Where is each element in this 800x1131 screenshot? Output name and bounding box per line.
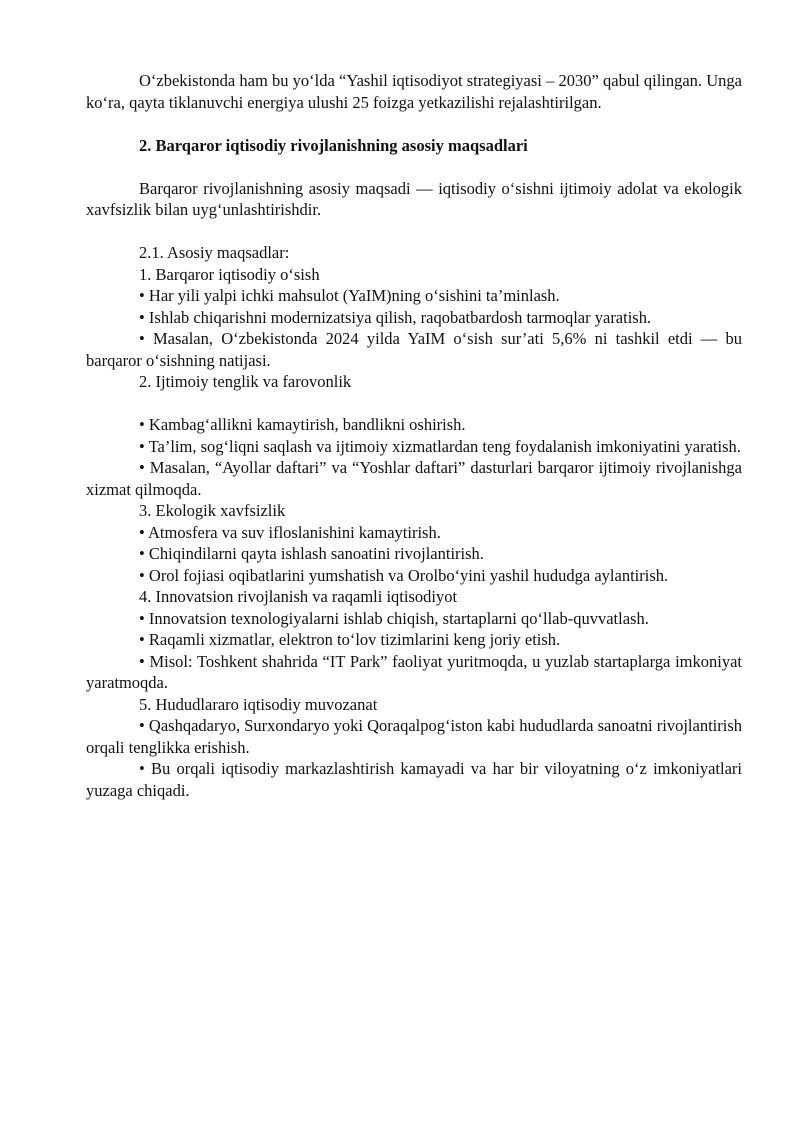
section-intro-paragraph: Barqaror rivojlanishning asosiy maqsadi — iqtisodiy o‘sishni ijtimoiy adolat va ekologik xavfsizlik bilan uyg‘unlashtirishdir. [86, 178, 742, 219]
goal-item: • Misol: Toshkent shahrida “IT Park” faoliyat yuritmoqda, u yuzlab startaplarga imkoniyat yaratmoqda. [86, 651, 742, 692]
goal-item: • Chiqindilarni qayta ishlash sanoatini rivojlantirish. [139, 544, 484, 563]
goal-item: • Masalan, O‘zbekistonda 2024 yilda YaIM o‘sish sur’ati 5,6% ni tashkil etdi — bu barqaror o‘sishning natijasi. [86, 329, 742, 370]
goal-item: • Bu orqali iqtisodiy markazlashtirish kamayadi va har bir viloyatning o‘z imkoniyatlari yuzaga chiqadi. [86, 759, 742, 800]
goal-title: 3. Ekologik xavfsizlik [139, 501, 286, 520]
goal-item: • Qashqadaryo, Surxondaryo yoki Qoraqalpog‘iston kabi hududlarda sanoatni rivojlantirish orqali tenglikka erishish. [86, 716, 742, 757]
goal-title: 4. Innovatsion rivojlanish va raqamli iqtisodiyot [139, 587, 458, 606]
intro-paragraph: O‘zbekistonda ham bu yo‘lda “Yashil iqtisodiyot strategiyasi – 2030” qabul qilingan. Unga ko‘ra, qayta tiklanuvchi energiya ulushi 25 foizga yetkazilishi rejalashtirilgan. [86, 71, 742, 112]
goal-item: • Kambag‘allikni kamaytirish, bandlikni oshirish. [139, 415, 466, 434]
document-page [86, 70, 742, 801]
spacer [86, 156, 742, 178]
spacer [86, 113, 742, 135]
spacer [86, 221, 742, 243]
goal-title: 2. Ijtimoiy tenglik va farovonlik [139, 372, 352, 391]
goal-item: • Har yili yalpi ichki mahsulot (YaIM)ning o‘sishini ta’minlash. [139, 286, 560, 305]
section-heading: 2. Barqaror iqtisodiy rivojlanishning asosiy maqsadlari [139, 135, 528, 155]
goal-title: 5. Hududlararo iqtisodiy muvozanat [139, 694, 378, 714]
goal-item: • Innovatsion texnologiyalarni ishlab chiqish, startaplarni qo‘llab-quvvatlash. [139, 608, 649, 628]
spacer [86, 393, 742, 415]
subsection-heading: 2.1. Asosiy maqsadlar: [139, 243, 290, 262]
goal-item: • Raqamli xizmatlar, elektron to‘lov tizimlarini keng joriy etish. [139, 630, 561, 649]
goal-item: • Masalan, “Ayollar daftari” va “Yoshlar daftari” dasturlari barqaror ijtimoiy rivojlanishga xizmat qilmoqda. [86, 458, 742, 499]
goal-item: • Ishlab chiqarishni modernizatsiya qilish, raqobatbardosh tarmoqlar yaratish. [139, 307, 652, 327]
goal-title: 1. Barqaror iqtisodiy o‘sish [139, 264, 320, 284]
goal-item: • Atmosfera va suv ifloslanishini kamaytirish. [139, 522, 441, 542]
goal-item: • Orol fojiasi oqibatlarini yumshatish va Orolbo‘yini yashil hududga aylantirish. [139, 565, 669, 585]
goal-item: • Ta’lim, sog‘liqni saqlash va ijtimoiy xizmatlardan teng foydalanish imkoniyatini yaratish. [139, 436, 741, 456]
